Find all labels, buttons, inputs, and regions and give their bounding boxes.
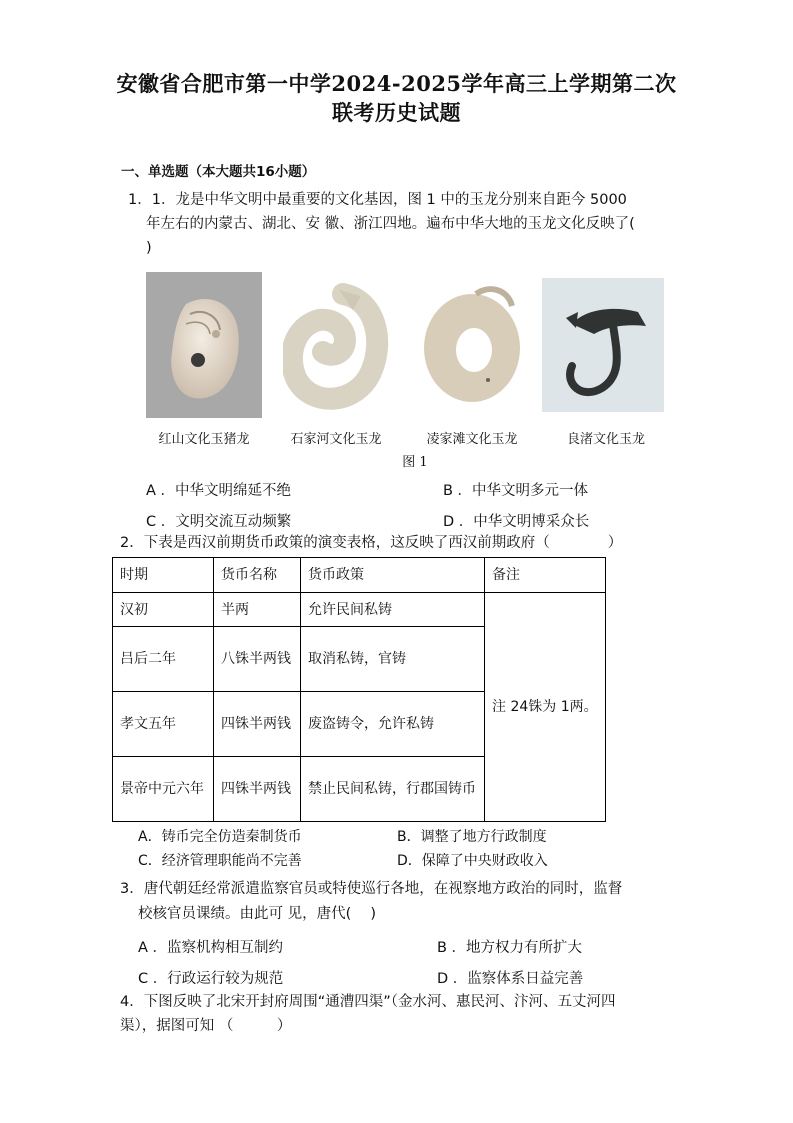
currency-policy-table [112, 557, 606, 822]
q3-stem-line1: 3．唐代朝廷经常派遣监察官员或特使巡行各地，在视察地方政治的同时，监督 [120, 881, 623, 897]
q3-option-c[interactable]: C ．行政运行较为规范 [138, 971, 284, 987]
cell-currency: 八铢半两钱 [214, 627, 301, 692]
q2-option-d[interactable]: D．保障了中央财政收入 [397, 853, 548, 869]
q3-option-d[interactable]: D ．监察体系日益完善 [437, 971, 584, 987]
section-heading: 一、单选题（本大题共16小题） [121, 164, 316, 180]
header-period: 时期 [113, 558, 214, 593]
cell-policy: 废盗铸令，允许私铸 [301, 692, 485, 757]
cell-period: 吕后二年 [113, 627, 214, 692]
q1-stem-line3: ) [146, 240, 152, 256]
cell-policy: 允许民间私铸 [301, 593, 485, 627]
q1-option-c[interactable]: C ．文明交流互动频繁 [146, 514, 292, 530]
cell-currency: 半两 [214, 593, 301, 627]
q3-option-b[interactable]: B ．地方权力有所扩大 [437, 940, 583, 956]
q2-option-b[interactable]: B．调整了地方行政制度 [397, 829, 547, 845]
exam-title-line1: 安徽省合肥市第一中学2024-2025学年高三上学期第二次 [116, 71, 677, 96]
q1-stem-line2: 年左右的内蒙古、湖北、安 徽、浙江四地。遍布中华大地的玉龙文化反映了( [146, 216, 635, 232]
jade-ring-dragon-image [416, 276, 528, 408]
cell-currency: 四铢半两钱 [214, 692, 301, 757]
cell-note: 注 24铢为 1两。 [485, 593, 606, 822]
header-policy: 货币政策 [301, 558, 485, 593]
jade-pig-dragon-image [146, 272, 262, 418]
cell-period: 孝文五年 [113, 692, 214, 757]
q3-stem-line2: 校核官员课绩。由此可 见，唐代( ) [138, 906, 377, 922]
table-row [113, 593, 606, 627]
q2-option-a[interactable]: A．铸币完全仿造秦制货币 [138, 829, 302, 845]
q2-stem: 2．下表是西汉前期货币政策的演变表格，这反映了西汉前期政府（ ） [120, 535, 623, 551]
q4-stem-line2: 渠），据图可知 （ ） [120, 1018, 292, 1034]
cell-policy: 禁止民间私铸，行郡国铸币 [301, 757, 485, 822]
exam-title-line2: 联考历史试题 [332, 100, 461, 125]
q2-option-c[interactable]: C．经济管理职能尚不完善 [138, 853, 302, 869]
figure-label: 图 1 [402, 455, 428, 470]
q3-option-a[interactable]: A ．监察机构相互制约 [138, 940, 284, 956]
cell-currency: 四铢半两钱 [214, 757, 301, 822]
q1-option-a[interactable]: A ．中华文明绵延不绝 [146, 483, 292, 499]
q1-stem-line1: 1．1．龙是中华文明中最重要的文化基因，图 1 中的玉龙分别来自距今 5000 [128, 192, 627, 208]
jade-hook-dragon-image [542, 278, 664, 412]
caption-hongshan: 红山文化玉猪龙 [158, 432, 250, 447]
jade-coiled-dragon-image [283, 280, 389, 416]
cell-period: 汉初 [113, 593, 214, 627]
header-note: 备注 [485, 558, 606, 593]
q4-stem-line1: 4．下图反映了北宋开封府周围“通漕四渠”（金水河、惠民河、汴河、五丈河四 [120, 994, 616, 1010]
q1-option-d[interactable]: D ．中华文明博采众长 [443, 514, 590, 530]
cell-policy: 取消私铸，官铸 [301, 627, 485, 692]
cell-period: 景帝中元六年 [113, 757, 214, 822]
caption-liangzhu: 良渚文化玉龙 [566, 432, 645, 447]
q1-option-b[interactable]: B ．中华文明多元一体 [443, 483, 589, 499]
header-currency: 货币名称 [214, 558, 301, 593]
caption-shijiahe: 石家河文化玉龙 [290, 432, 382, 447]
caption-lingjiatan: 凌家滩文化玉龙 [426, 432, 518, 447]
